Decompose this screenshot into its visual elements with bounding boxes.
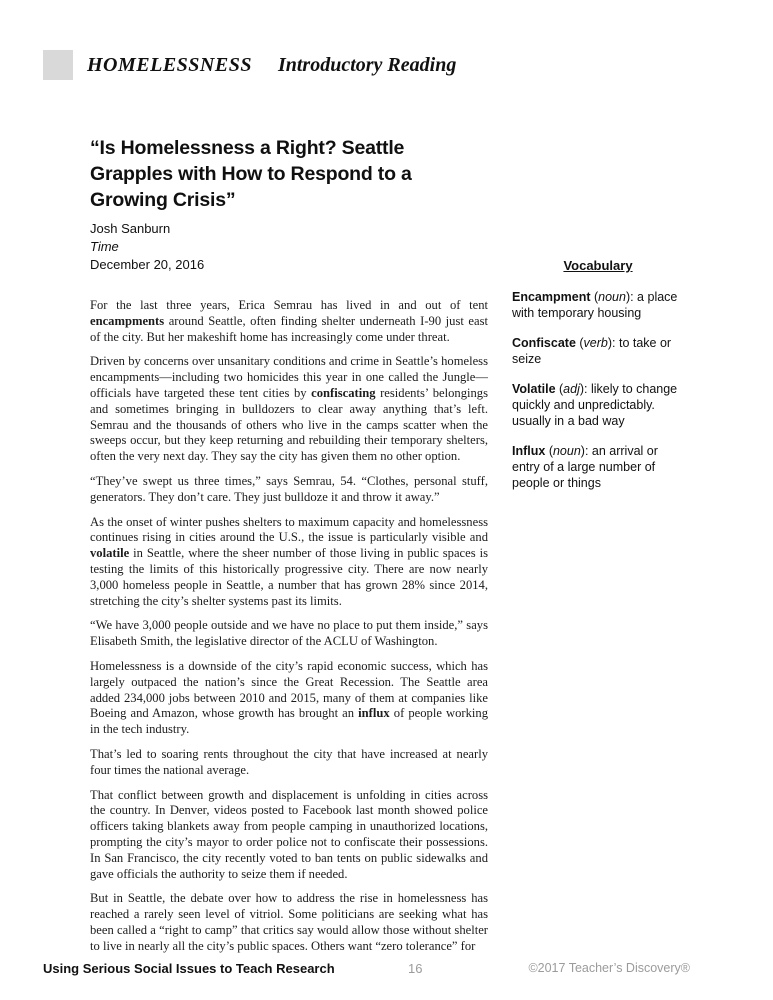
- vocabulary-part-of-speech: verb: [583, 336, 608, 350]
- vocabulary-part-of-speech: noun: [552, 444, 581, 458]
- vocabulary-part-of-speech: noun: [598, 290, 626, 304]
- vocabulary-term: Confiscate: [512, 336, 576, 350]
- article-column: [90, 135, 488, 963]
- vocabulary-part-of-speech: adj: [563, 382, 580, 396]
- vocabulary-entry: Volatile (adj): likely to change quickly and unpredictably. usually in a bad way: [512, 382, 678, 428]
- vocabulary-sidebar: [512, 258, 684, 505]
- article-paragraph: That’s led to soaring rents throughout the city that have increased at nearly four times the national average.: [90, 746, 488, 777]
- article-paragraph: As the onset of winter pushes shelters to maximum capacity and homelessness continues rising in cities around the U.S., the issue is particularly visible and volatile in Seattle, where the sheer number of those living in public spaces is testing the limits of this historically progressive city. There are now nearly 3,000 homeless people in Seattle, a number that has grown 28% since 2014, stretching the city’s shelter systems past its limits.: [90, 514, 488, 608]
- article-publication: Time: [90, 239, 119, 254]
- article-title: “Is Homelessness a Right? Seattle Grapples with How to Respond to a Growing Crisis”: [90, 137, 412, 211]
- article-paragraph: For the last three years, Erica Semrau has lived in and out of tent encampments around Seattle, often finding shelter underneath I-90 just east of the city. But her makeshift home has increasingly come under threat.: [90, 298, 488, 344]
- article-paragraph: Homelessness is a downside of the city’s rapid economic success, which has largely outpaced the nation’s since the Great Recession. The Seattle area added 234,000 jobs between 2010 and 2015, many of them at companies like Boeing and Amazon, whose growth has brought an influx of people working in the tech industry.: [90, 658, 488, 737]
- article-author: Josh Sanburn: [90, 221, 171, 236]
- article-body: [90, 298, 488, 954]
- article-paragraph: “We have 3,000 people outside and we have no place to put them inside,” says Elisabeth Smith, the legislative director of the ACLU of Washington.: [90, 618, 488, 649]
- header-square-decoration: [43, 50, 73, 80]
- footer-book-title: Using Serious Social Issues to Teach Research: [43, 961, 335, 976]
- page-header: [43, 50, 456, 80]
- vocabulary-term: Encampment: [512, 290, 591, 304]
- vocabulary-entry: Influx (noun): an arrival or entry of a large number of people or things: [512, 444, 658, 490]
- article-paragraph: That conflict between growth and displacement is unfolding in cities across the country. In Denver, videos posted to Facebook last month showed police officers taking blankets away from people camping in unauthorized locations, prompting the city’s mayor to order police not to confiscate their possessions. In San Francisco, the city recently voted to ban tents on public sidewalks and gave officials the authority to seize them if needed.: [90, 787, 488, 881]
- article-date: December 20, 2016: [90, 257, 205, 272]
- vocabulary-term: Volatile: [512, 382, 556, 396]
- footer-copyright: ©2017 Teacher’s Discovery®: [528, 961, 690, 975]
- article-paragraph: Driven by concerns over unsanitary conditions and crime in Seattle’s homeless encampments—including two homicides this year in one called the Jungle—officials have targeted these tent cities by confiscating residents’ belongings and sometimes bringing in bulldozers to clear away anything that’s left. Semrau and the thousands of others who live in the camps scatter when the sweeps occur, but they keep returning and rebuilding their temporary shelters, often the very next day. They say the city has given them no other option.: [90, 354, 488, 464]
- article-paragraph: But in Seattle, the debate over how to address the rise in homelessness has reached a rarely seen level of vitriol. Some politicians are seeking what has been called a “right to camp” that critics say would allow those without shelter to live in nearly all the city’s public spaces. Others want “zero tolerance” for: [90, 891, 488, 953]
- section-title: Introductory Reading: [277, 53, 457, 76]
- unit-title: HOMELESSNESS: [87, 53, 252, 76]
- page-footer: [0, 961, 773, 981]
- article-paragraph: “They’ve swept us three times,” says Semrau, 54. “Clothes, personal stuff, generators. They don’t care. They just bulldoze it and throw it away.”: [90, 473, 488, 504]
- article-byline-block: [90, 220, 488, 274]
- page-number: 16: [408, 961, 423, 976]
- vocabulary-entries: [512, 289, 684, 491]
- header-title-group: [87, 54, 456, 77]
- vocabulary-entry: Encampment (noun): a place with temporary housing: [512, 290, 678, 320]
- vocabulary-heading: Vocabulary: [563, 258, 633, 273]
- vocabulary-term: Influx: [512, 444, 546, 458]
- vocabulary-entry: Confiscate (verb): to take or seize: [512, 336, 672, 366]
